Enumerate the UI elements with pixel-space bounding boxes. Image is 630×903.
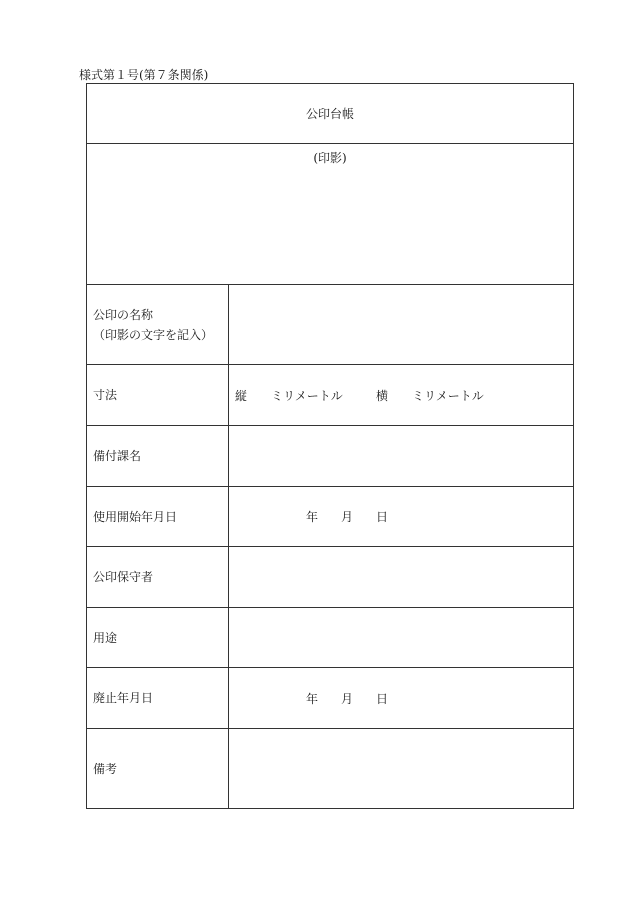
table-row-start-date — [87, 487, 573, 547]
row-label-line: 公印の名称 — [93, 307, 154, 322]
dimension-horizontal-unit: ミリメートル — [412, 388, 484, 403]
document-title: 公印台帳 — [305, 107, 354, 121]
date-month-label: 月 — [341, 691, 354, 706]
table-row-seal-name — [87, 285, 573, 365]
table-row-purpose — [87, 608, 573, 668]
row-label-remarks — [87, 729, 229, 808]
dimension-vertical-unit: ミリメートル — [271, 388, 343, 403]
table-row-department — [87, 426, 573, 487]
remarks-field[interactable] — [229, 729, 573, 808]
date-year-label: 年 — [306, 510, 319, 524]
row-label-line: 公印保守者 — [93, 570, 154, 584]
row-label-line: 寸法 — [93, 388, 118, 402]
table-row-dimensions — [87, 365, 573, 426]
purpose-field[interactable] — [229, 608, 573, 667]
date-day-label: 日 — [376, 691, 389, 706]
date-day-label: 日 — [376, 510, 389, 524]
row-label-purpose — [87, 608, 229, 667]
row-label-abolition-date — [87, 668, 229, 728]
row-label-line: 備付課名 — [93, 449, 142, 463]
seal-name-field[interactable] — [229, 285, 573, 364]
row-label-line: 用途 — [93, 630, 118, 645]
dimensions-field[interactable] — [229, 365, 573, 425]
table-row-custodian — [87, 547, 573, 608]
dimension-horizontal-label: 横 — [376, 388, 389, 403]
department-field[interactable] — [229, 426, 573, 486]
row-label-department — [87, 426, 229, 486]
date-month-label: 月 — [341, 510, 354, 524]
date-year-label: 年 — [306, 691, 319, 706]
seal-impression-cell[interactable] — [87, 144, 573, 285]
custodian-field[interactable] — [229, 547, 573, 607]
row-label-custodian — [87, 547, 229, 607]
seal-impression-label: (印影) — [313, 151, 347, 165]
row-label-line: （印影の文字を記入） — [93, 327, 214, 342]
row-label-seal-name — [87, 285, 229, 364]
abolition-date-field[interactable] — [229, 668, 573, 728]
dimension-vertical-label: 縦 — [235, 388, 248, 403]
table-row-abolition-date — [87, 668, 573, 729]
row-label-line: 備考 — [93, 761, 118, 776]
seal-ledger-table — [86, 83, 574, 809]
row-label-start-date — [87, 487, 229, 546]
title-cell — [87, 84, 573, 144]
table-row-remarks — [87, 729, 573, 808]
form-number: 様式第１号(第７条関係) — [79, 68, 209, 82]
start-date-field[interactable] — [229, 487, 573, 546]
row-label-dimensions — [87, 365, 229, 425]
row-label-line: 使用開始年月日 — [93, 509, 178, 524]
row-label-line: 廃止年月日 — [93, 691, 154, 705]
